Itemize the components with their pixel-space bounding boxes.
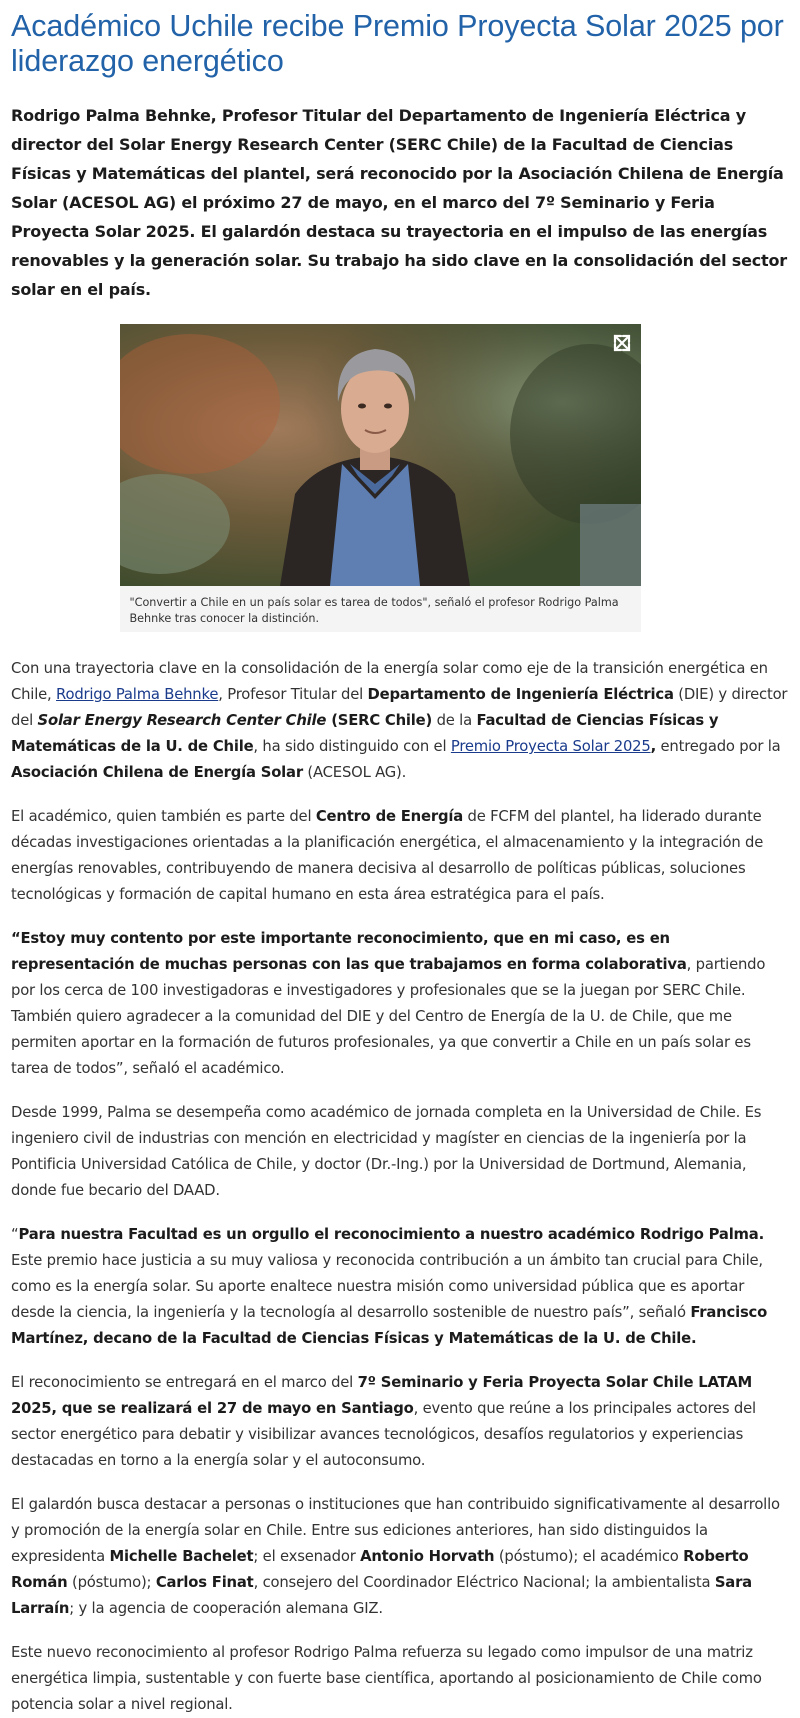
expand-icon[interactable] (611, 332, 633, 354)
article-body (11, 656, 789, 1718)
bold-text: Michelle Bachelet (109, 1548, 254, 1565)
text: El reconocimiento se entregará en el marco del (11, 1374, 358, 1391)
photo-caption: "Convertir a Chile en un país solar es tarea de todos", señaló el profesor Rodrigo Palma Behnke tras conocer la distinción. (129, 596, 619, 625)
text: , consejero del Coordinador Eléctrico Nacional; la ambientalista (253, 1574, 715, 1591)
text: (DIE) y director del (11, 686, 788, 729)
article-lead: Rodrigo Palma Behnke, Profesor Titular del Departamento de Ingeniería Eléctrica y director del Solar Energy Research Center (SERC Chile) de la Facultad de Ciencias Físicas y Matemáticas del plantel, será reconocido por la Asociación Chilena de Energía Solar (ACESOL AG) el próximo 27 de mayo, en el marco del 7º Seminario y Feria Proyecta Solar 2025. El galardón destaca su trayectoria en el impulso de las energías renovables y la generación solar. Su trabajo ha sido clave en la consolidación del sector solar en el país. (11, 106, 787, 299)
text: (póstumo); el académico (494, 1548, 684, 1565)
bold-text: Facultad de Ciencias Físicas y Matemáticas de la U. de Chile (11, 712, 719, 755)
article-title: Académico Uchile recibe Premio Proyecta Solar 2025 por liderazgo energético (11, 9, 784, 78)
portrait-photo[interactable] (120, 324, 641, 586)
text: Este premio hace justicia a su muy valiosa y reconocida contribución a un ámbito tan crucial para Chile, como es la energía solar. Su aporte enaltece nuestra misión como universidad pública que es aportar desde la ciencia, la ingeniería y la tecnología al desarrollo sostenible de nuestro país”, señaló (11, 1252, 763, 1321)
text: , ha sido distinguido con el (253, 738, 451, 755)
paragraph-4: Desde 1999, Palma se desempeña como académico de jornada completa en la Universidad de Chile. Es ingeniero civil de industrias con mención en electricidad y magíster en ciencias de la ingeniería por la Pontificia Universidad Católica de Chile, y doctor (Dr.-Ing.) por la Universidad de Dortmund, Alemania, donde fue becario del DAAD. (11, 1104, 762, 1199)
text: El galardón busca destacar a personas o instituciones que han contribuido significativamente al desarrollo y promoción de la energía solar en Chile. Entre sus ediciones anteriores, han sido distinguidos la expresidenta (11, 1496, 780, 1565)
bold-text: Carlos Finat (155, 1574, 254, 1591)
link-premio-proyecta-solar[interactable]: Premio Proyecta Solar 2025 (450, 738, 651, 755)
portrait-image (120, 324, 641, 586)
bold-text: Francisco Martínez, decano de la Facultad de Ciencias Físicas y Matemáticas de la U. de Chile. (11, 1304, 768, 1347)
paragraph-6 (11, 1370, 789, 1474)
paragraph-1 (11, 656, 789, 786)
article-figure (120, 324, 641, 632)
bold-text: 7º Seminario y Feria Proyecta Solar Chile LATAM 2025, que se realizará el 27 de mayo en Santiago (11, 1374, 753, 1417)
text: , partiendo por los cerca de 100 investigadoras e investigadores y profesionales que se la juegan por SERC Chile. También quiero agradecer a la comunidad del DIE y del Centro de Energía de la U. de Chile, que me permiten aportar en la formación de futuros profesionales, ya que convertir a Chile en un país solar es tarea de todos”, señaló el académico. (11, 956, 766, 1077)
text: (póstumo); (67, 1574, 156, 1591)
text: ; el exsenador (253, 1548, 361, 1565)
paragraph-5 (11, 1222, 789, 1352)
text: de FCFM del plantel, ha liderado durante décadas investigaciones orientadas a la planificación energética, el almacenamiento y la integración de energías renovables, contribuyendo de manera decisiva al desarrollo de políticas públicas, soluciones tecnológicas y formación de capital humano en esta área estratégica para el país. (11, 808, 764, 903)
paragraph-2 (11, 804, 789, 908)
text: ; y la agencia de cooperación alemana GIZ. (69, 1600, 383, 1617)
bold-text: (SERC Chile) (326, 712, 433, 729)
bold-italic-text: Solar Energy Research Center Chile (37, 712, 327, 729)
text: El académico, quien también es parte del (11, 808, 316, 825)
bold-text: Departamento de Ingeniería Eléctrica (367, 686, 674, 703)
text: de la (432, 712, 477, 729)
paragraph-3 (11, 926, 789, 1082)
text: entregado por la (656, 738, 781, 755)
link-rodrigo-palma[interactable]: Rodrigo Palma Behnke (56, 686, 219, 703)
bold-text: Para nuestra Facultad es un orgullo el reconocimiento a nuestro académico Rodrigo Palma. (18, 1226, 764, 1243)
bold-text: Sara Larraín (11, 1574, 752, 1617)
bold-text: Asociación Chilena de Energía Solar (11, 764, 303, 781)
text: , Profesor Titular del (218, 686, 368, 703)
bold-text: Roberto Román (11, 1548, 749, 1591)
bold-text: Antonio Horvath (360, 1548, 495, 1565)
bold-text: “Estoy muy contento por este importante reconocimiento, que en mi caso, es en representación de muchas personas con las que trabajamos en forma colaborativa (11, 930, 687, 973)
bold-text: , (650, 738, 657, 755)
text: Con una trayectoria clave en la consolidación de la energía solar como eje de la transición energética en Chile, (11, 660, 768, 703)
paragraph-7 (11, 1492, 789, 1622)
text: “ (11, 1226, 19, 1243)
bold-text: Centro de Energía (315, 808, 463, 825)
text: (ACESOL AG). (302, 764, 407, 781)
text: , evento que reúne a los principales actores del sector energético para debatir y visibilizar avances tecnológicos, desafíos regulatorios y experiencias destacadas en torno a la energía solar y el autoconsumo. (11, 1400, 756, 1469)
paragraph-8: Este nuevo reconocimiento al profesor Rodrigo Palma refuerza su legado como impulsor de una matriz energética limpia, sustentable y con fuerte base científica, aportando al posicionamiento de Chile como potencia solar a nivel regional. (11, 1644, 762, 1713)
